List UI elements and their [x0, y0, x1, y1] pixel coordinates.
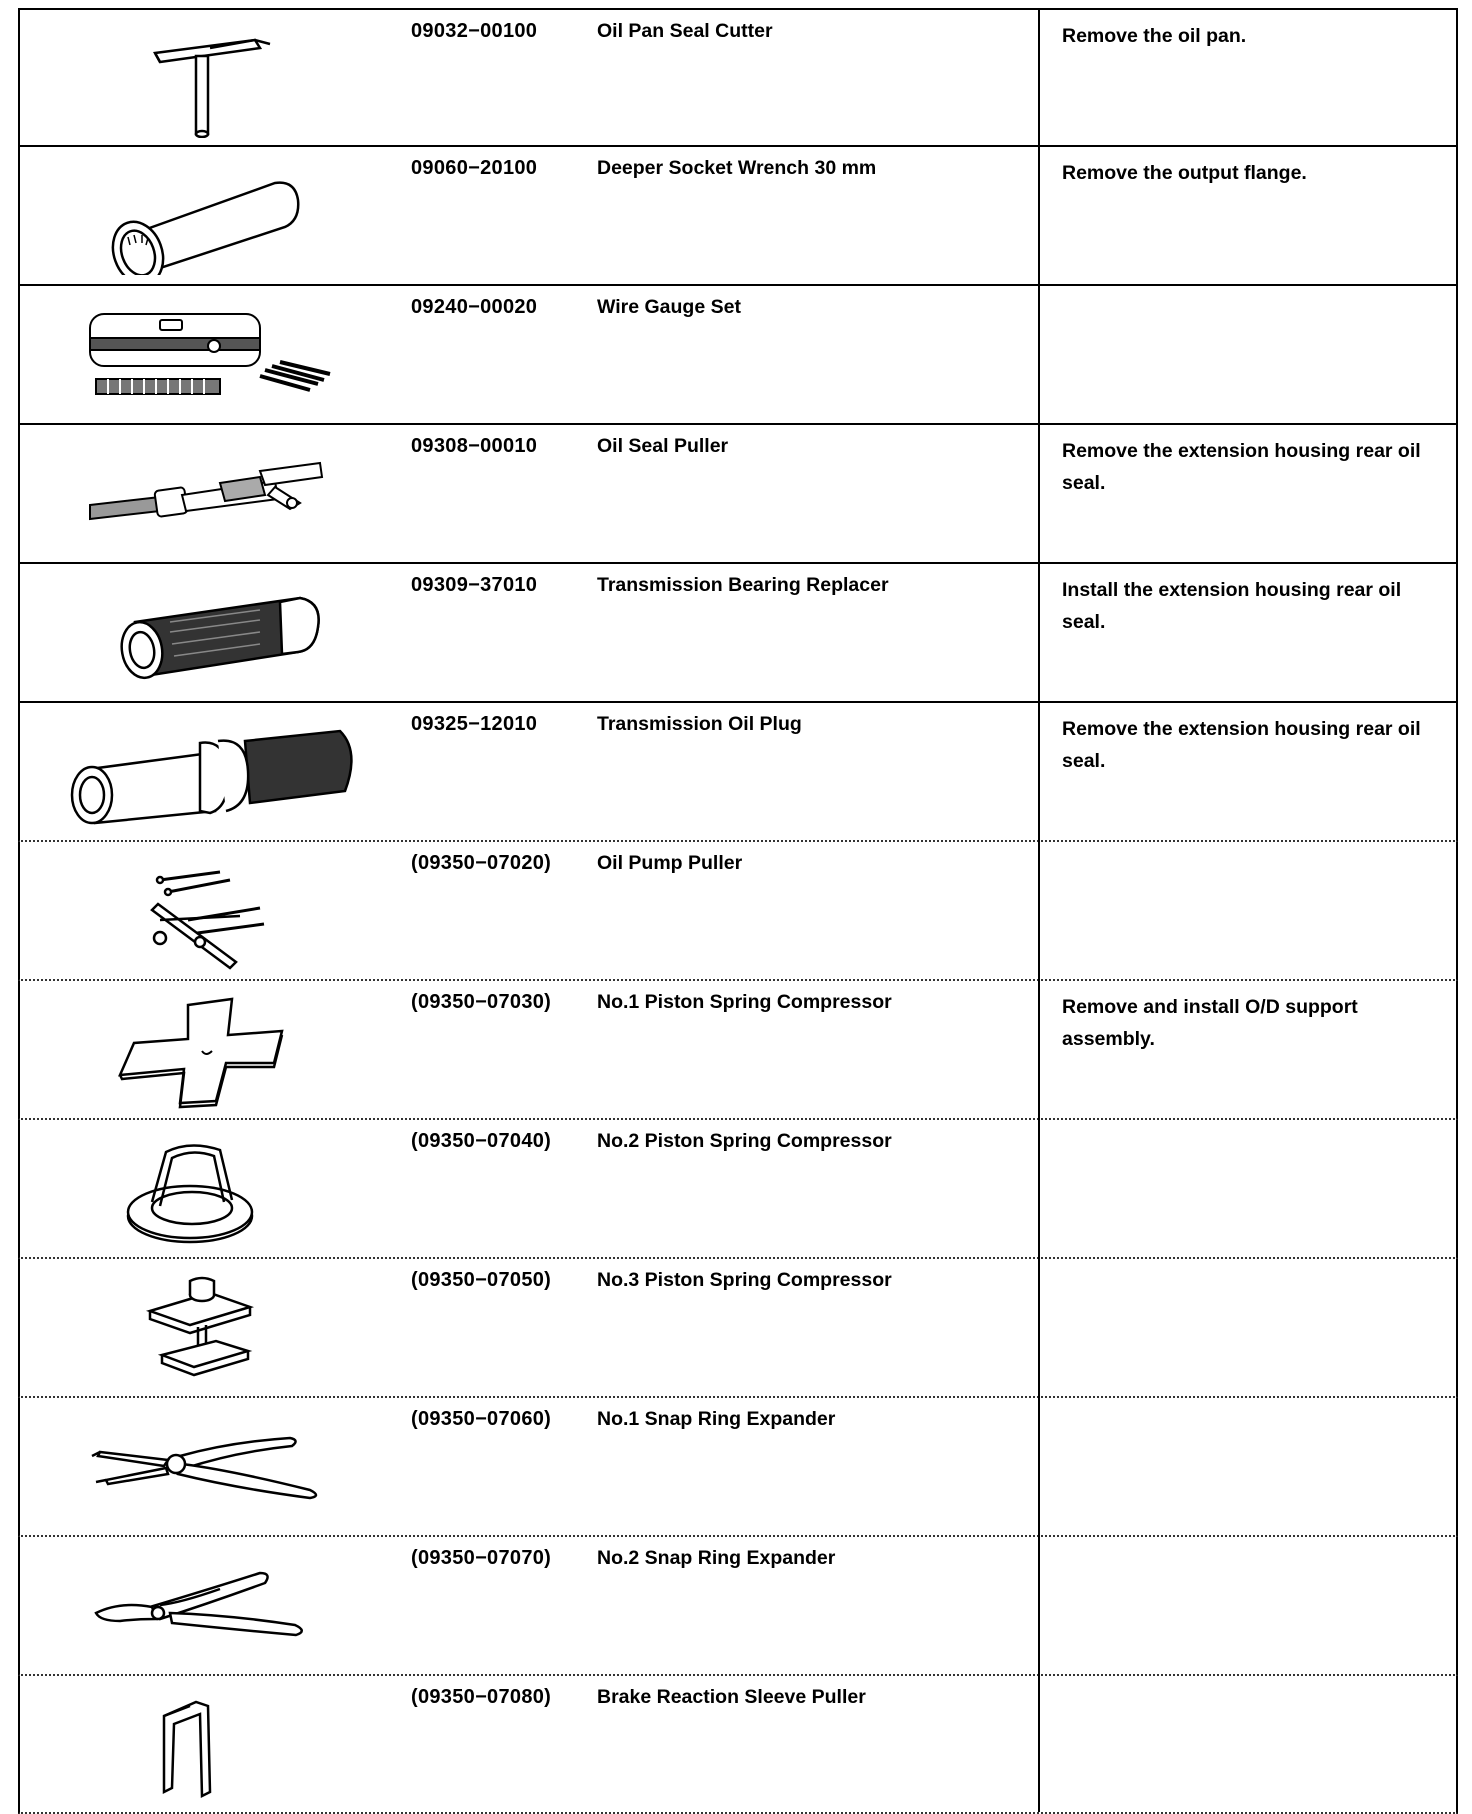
tool-illustration	[20, 1259, 411, 1396]
socket-wrench-icon	[60, 155, 360, 275]
tool-name: Oil Pump Puller	[597, 852, 743, 874]
tool-usage	[1038, 1674, 1456, 1812]
tool-usage	[1038, 1535, 1456, 1674]
tool-usage: Remove the output flange.	[1038, 145, 1456, 284]
part-number: (09350−07050)	[411, 1269, 552, 1291]
tool-illustration	[20, 10, 411, 145]
tool-name: No.3 Piston Spring Compressor	[597, 1269, 892, 1291]
tool-usage	[1038, 1118, 1456, 1257]
oil-seal-puller-icon	[60, 433, 360, 553]
oil-pump-puller-icon	[60, 850, 360, 970]
part-number: (09350−07030)	[411, 991, 552, 1013]
table-row	[18, 425, 1458, 564]
special-service-tools-table	[18, 8, 1458, 1814]
tool-name: Oil Pan Seal Cutter	[597, 20, 773, 42]
part-number: 09032−00100	[411, 20, 538, 42]
tool-name: No.2 Piston Spring Compressor	[597, 1130, 892, 1152]
table-row	[18, 1676, 1458, 1814]
table-row	[18, 147, 1458, 286]
tool-name: Wire Gauge Set	[597, 296, 741, 318]
tool-name: Deeper Socket Wrench 30 mm	[597, 157, 877, 179]
tool-illustration	[20, 1398, 411, 1535]
tool-usage	[1038, 1257, 1456, 1396]
tool-name: Transmission Bearing Replacer	[597, 574, 889, 596]
table-row	[18, 1398, 1458, 1537]
table-row	[18, 1537, 1458, 1676]
oil-plug-icon	[40, 711, 360, 831]
tool-name: No.1 Piston Spring Compressor	[597, 991, 892, 1013]
table-row	[18, 703, 1458, 842]
tool-name: No.2 Snap Ring Expander	[597, 1547, 836, 1569]
tool-name: No.1 Snap Ring Expander	[597, 1408, 836, 1430]
table-row	[18, 8, 1458, 147]
tool-name: Oil Seal Puller	[597, 435, 729, 457]
bearing-replacer-icon	[60, 572, 360, 692]
tool-illustration	[20, 1676, 411, 1812]
plate-bolt-compressor-icon	[60, 1267, 360, 1387]
tool-usage: Install the extension housing rear oil seal.	[1038, 562, 1456, 701]
tool-usage: Remove and install O/D support assembly.	[1038, 979, 1456, 1118]
cross-plate-compressor-icon	[60, 989, 360, 1109]
table-row	[18, 1120, 1458, 1259]
part-number: 09325−12010	[411, 713, 538, 735]
snap-ring-pliers-icon	[60, 1406, 360, 1526]
tool-usage	[1038, 840, 1456, 979]
sleeve-puller-icon	[60, 1684, 360, 1804]
handle-compressor-icon	[60, 1128, 360, 1248]
part-number: 09308−00010	[411, 435, 538, 457]
wire-gauge-set-icon	[60, 294, 360, 414]
tool-illustration	[20, 286, 411, 423]
tool-illustration	[20, 1537, 411, 1674]
part-number: (09350−07040)	[411, 1130, 552, 1152]
tool-usage	[1038, 284, 1456, 423]
tool-illustration	[20, 981, 411, 1118]
tool-name: Transmission Oil Plug	[597, 713, 802, 735]
tool-illustration	[20, 1120, 411, 1257]
part-number: (09350−07020)	[411, 852, 552, 874]
tool-illustration	[20, 564, 411, 701]
table-row	[18, 842, 1458, 981]
table-row	[18, 564, 1458, 703]
part-number: (09350−07080)	[411, 1686, 552, 1708]
tool-usage: Remove the extension housing rear oil seal.	[1038, 701, 1456, 840]
part-number: 09309−37010	[411, 574, 538, 596]
part-number: (09350−07070)	[411, 1547, 552, 1569]
snap-ring-expander-icon	[60, 1545, 360, 1665]
tool-illustration	[20, 425, 411, 562]
tool-name: Brake Reaction Sleeve Puller	[597, 1686, 866, 1708]
table-row	[18, 1259, 1458, 1398]
table-row	[18, 981, 1458, 1120]
part-number: 09060−20100	[411, 157, 538, 179]
tool-illustration	[20, 147, 411, 284]
tool-usage: Remove the extension housing rear oil seal.	[1038, 423, 1456, 562]
seal-cutter-icon	[60, 18, 360, 138]
part-number: 09240−00020	[411, 296, 538, 318]
tool-usage	[1038, 1396, 1456, 1535]
table-row	[18, 286, 1458, 425]
tool-usage: Remove the oil pan.	[1038, 8, 1456, 145]
part-number: (09350−07060)	[411, 1408, 552, 1430]
tool-illustration	[20, 703, 411, 840]
tool-illustration	[20, 842, 411, 979]
